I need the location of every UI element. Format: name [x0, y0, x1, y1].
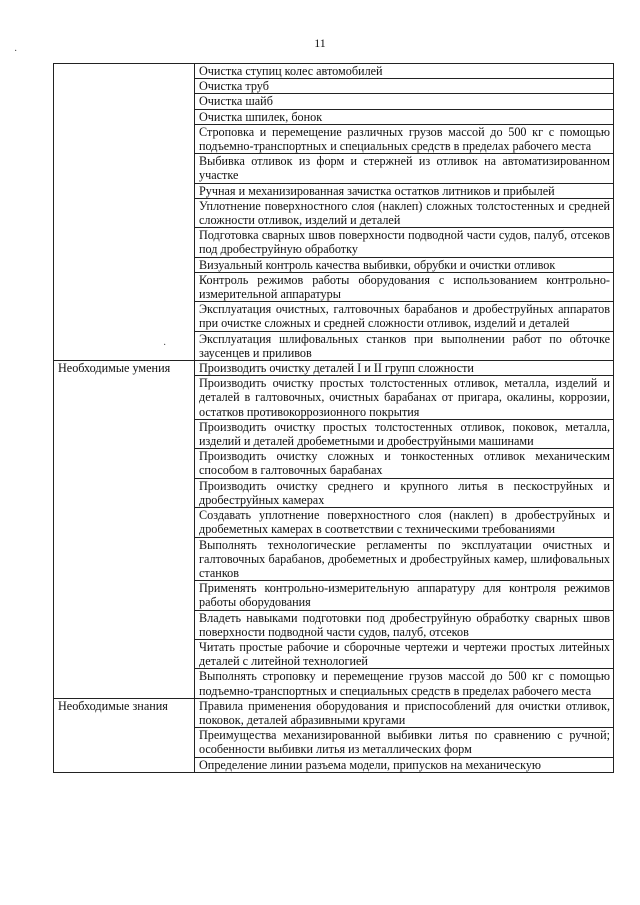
- table-row: [54, 698, 614, 727]
- requirement-cell: Владеть навыками подготовки под дробеструйную обработку сварных швов поверхности подводной части судов, палуб, отсеков: [195, 610, 614, 639]
- scan-dot: ·: [14, 46, 18, 57]
- requirement-cell: Применять контрольно-измерительную аппаратуру для контроля режимов работы оборудования: [195, 581, 614, 610]
- requirement-cell: Эксплуатация шлифовальных станков при выполнении работ по обточке заусенцев и приливов: [195, 331, 614, 360]
- section-label: Необходимые знания: [54, 698, 195, 772]
- section-label: Необходимые умения: [54, 361, 195, 699]
- table-row: [54, 64, 614, 79]
- requirement-cell: Уплотнение поверхностного слоя (наклеп) сложных толстостенных и средней сложности отливок, изделий и деталей: [195, 198, 614, 227]
- scan-dot: ·: [163, 340, 167, 351]
- requirement-cell: Очистка шайб: [195, 94, 614, 109]
- requirement-cell: Визуальный контроль качества выбивки, обрубки и очистки отливок: [195, 257, 614, 272]
- requirement-cell: Производить очистку простых толстостенных отливок, поковок, металла, изделий и деталей дробеметными и дробеструйными машинами: [195, 419, 614, 448]
- requirement-cell: Строповка и перемещение различных грузов массой до 500 кг с помощью подъемно-транспортных и специальных средств в пределах рабочего места: [195, 124, 614, 153]
- requirement-cell: Контроль режимов работы оборудования с использованием контрольно-измерительной аппаратуры: [195, 272, 614, 301]
- section-label: [54, 64, 195, 361]
- requirement-cell: Очистка труб: [195, 79, 614, 94]
- competency-table: [53, 63, 614, 773]
- requirement-cell: Производить очистку сложных и тонкостенных отливок механическим способом в галтовочных барабанах: [195, 449, 614, 478]
- requirement-cell: Очистка шпилек, бонок: [195, 109, 614, 124]
- requirement-cell: Выполнять технологические регламенты по эксплуатации очистных и галтовочных барабанов, дробеметных и дробеструйных камер, шлифовальных станков: [195, 537, 614, 581]
- competency-table-body: [54, 64, 614, 773]
- requirement-cell: Очистка ступиц колес автомобилей: [195, 64, 614, 79]
- requirement-cell: Подготовка сварных швов поверхности подводной части судов, палуб, отсеков под дробеструйную обработку: [195, 228, 614, 257]
- requirement-cell: Выполнять строповку и перемещение грузов массой до 500 кг с помощью подъемно-транспортных и специальных средств в пределах рабочего места: [195, 669, 614, 698]
- requirement-cell: Производить очистку деталей I и II групп сложности: [195, 361, 614, 376]
- page-number: 11: [314, 36, 326, 50]
- requirement-cell: Выбивка отливок из форм и стержней из отливок на автоматизированном участке: [195, 154, 614, 183]
- requirement-cell: Производить очистку среднего и крупного литья в пескоструйных и дробеструйных камерах: [195, 478, 614, 507]
- requirement-cell: Правила применения оборудования и приспособлений для очистки отливок, поковок, деталей абразивными кругами: [195, 698, 614, 727]
- table-row: [54, 361, 614, 376]
- requirement-cell: Определение линии разъема модели, припусков на механическую: [195, 757, 614, 772]
- requirement-cell: Создавать уплотнение поверхностного слоя (наклеп) в дробеструйных и дробеметных камерах в соответствии с техническими требованиями: [195, 508, 614, 537]
- requirement-cell: Производить очистку простых толстостенных отливок, металла, изделий и деталей в галтовочных, очистных барабанах от пригара, окалины, коррозии, остатков противокоррозионного покрытия: [195, 376, 614, 420]
- requirement-cell: Читать простые рабочие и сборочные чертежи и чертежи простых литейных деталей с литейной технологией: [195, 639, 614, 668]
- requirement-cell: Ручная и механизированная зачистка остатков литников и прибылей: [195, 183, 614, 198]
- requirement-cell: Преимущества механизированной выбивки литья по сравнению с ручной; особенности выбивки литья из металлических форм: [195, 728, 614, 757]
- requirement-cell: Эксплуатация очистных, галтовочных барабанов и дробеструйных аппаратов при очистке сложных и средней сложности отливок, изделий и деталей: [195, 302, 614, 331]
